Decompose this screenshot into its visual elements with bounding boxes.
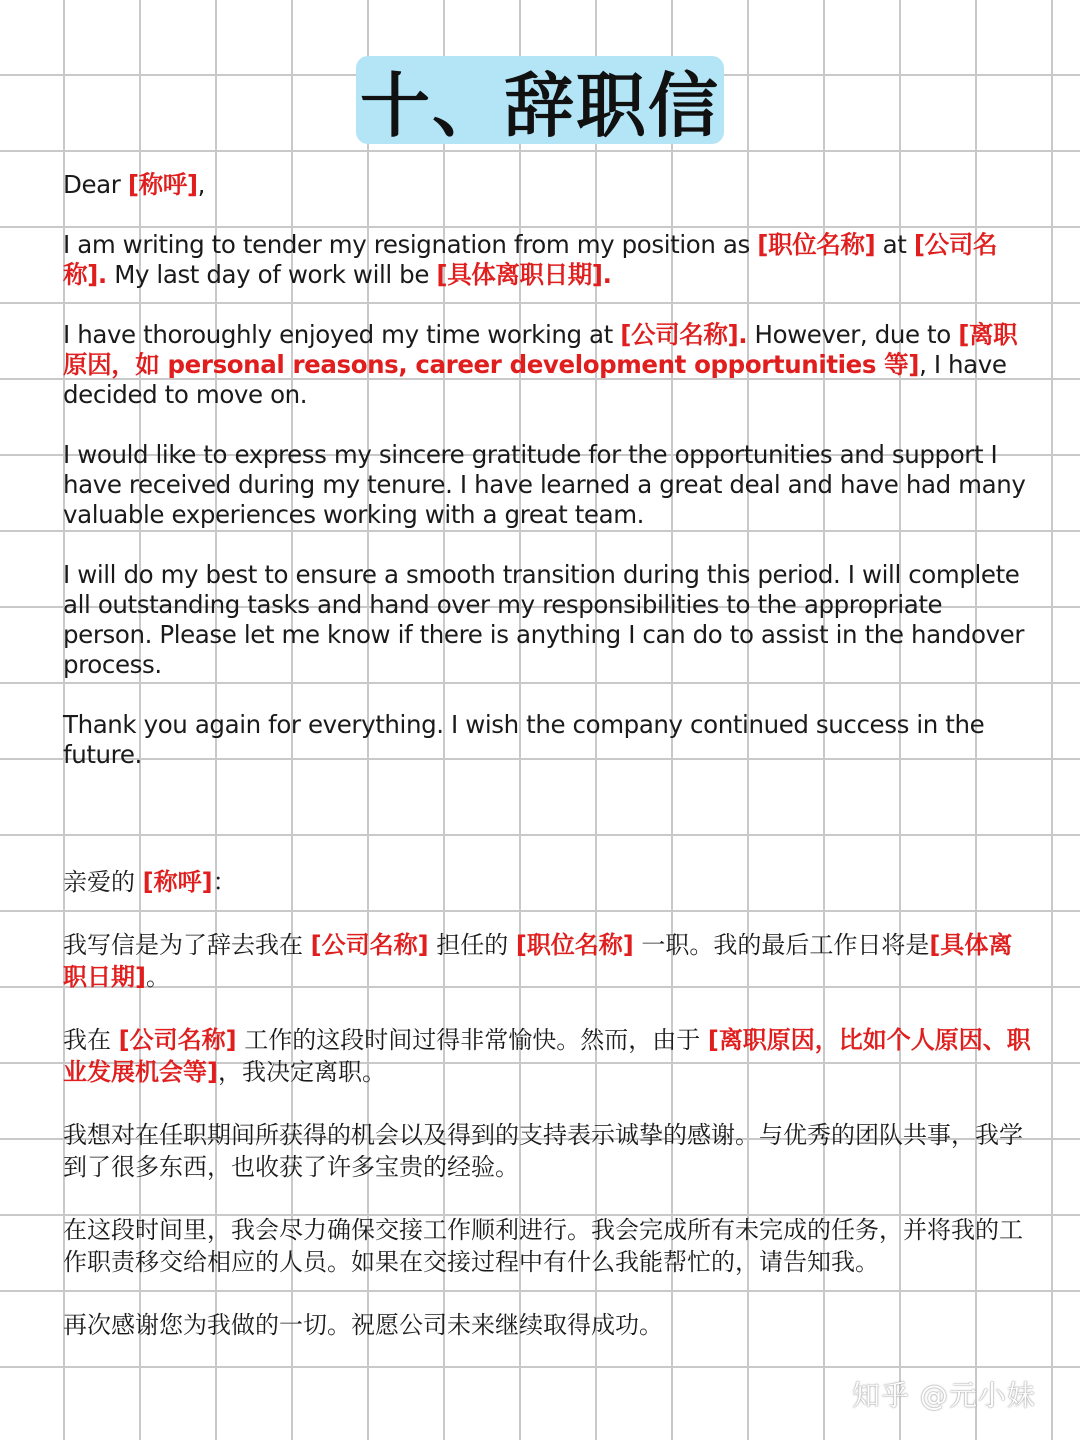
english-greeting: Dear [称呼], (63, 170, 206, 199)
chinese-paragraph-2: 我在 [公司名称] 工作的这段时间过得非常愉快。然而，由于 [离职原因，比如个人原因、职业发展机会等]，我决定离职。 (63, 1026, 1031, 1086)
placeholder-company: [公司名称] (310, 931, 429, 959)
english-paragraph-4: I will do my best to ensure a smooth transition during this period. I will complete all outstanding tasks and hand over my responsibilities to the appropriate person. Please let me know if there is anything I can do to assist in the handover process. (63, 560, 1025, 679)
placeholder-company: [公司名称] (118, 1026, 237, 1054)
placeholder-company: [公司名称]. (63, 230, 997, 289)
page-title: 十、辞职信 (356, 56, 724, 144)
placeholder-salutation: [称呼] (127, 170, 198, 199)
chinese-paragraph-1: 我写信是为了辞去我在 [公司名称] 担任的 [职位名称] 一职。我的最后工作日将是[具体离职日期]。 (63, 931, 1013, 991)
placeholder-reason: [离职原因，比如个人原因、职业发展机会等] (63, 1026, 1031, 1086)
chinese-paragraph-4: 在这段时间里，我会尽力确保交接工作顺利进行。我会完成所有未完成的任务，并将我的工作职责移交给相应的人员。如果在交接过程中有什么我能帮忙的，请告知我。 (63, 1216, 1023, 1276)
placeholder-position: [职位名称] (757, 230, 876, 259)
chinese-greeting: 亲爱的 [称呼]： (63, 868, 237, 896)
english-letter (63, 170, 1035, 770)
placeholder-date: [具体离职日期]. (436, 260, 612, 289)
placeholder-date: [具体离职日期] (63, 931, 1013, 991)
watermark: 知乎 @元小妹 (852, 1379, 1036, 1412)
english-paragraph-3: I would like to express my sincere gratitude for the opportunities and support I have received during my tenure. I have learned a great deal and have had many valuable experiences working with a great team. (63, 440, 1026, 529)
english-paragraph-1: I am writing to tender my resignation from my position as [职位名称] at [公司名称]. My last day of work will be [具体离职日期]. (63, 230, 997, 289)
placeholder-company: [公司名称]. (620, 320, 748, 349)
chinese-paragraph-5: 再次感谢您为我做的一切。祝愿公司未来继续取得成功。 (63, 1311, 663, 1339)
chinese-paragraph-3: 我想对在任职期间所获得的机会以及得到的支持表示诚挚的感谢。与优秀的团队共事，我学到了很多东西，也收获了许多宝贵的经验。 (63, 1121, 1023, 1181)
english-paragraph-2: I have thoroughly enjoyed my time working at [公司名称]. However, due to [离职原因，如 personal reasons, career development opportunities 等], I have decided to move on. (63, 320, 1018, 409)
chinese-letter (63, 866, 1035, 1341)
placeholder-reason: [离职原因，如 personal reasons, career development opportunities 等] (63, 320, 1018, 379)
placeholder-position: [职位名称] (515, 931, 634, 959)
english-paragraph-5: Thank you again for everything. I wish the company continued success in the future. (63, 710, 985, 769)
placeholder-salutation: [称呼] (142, 868, 213, 896)
